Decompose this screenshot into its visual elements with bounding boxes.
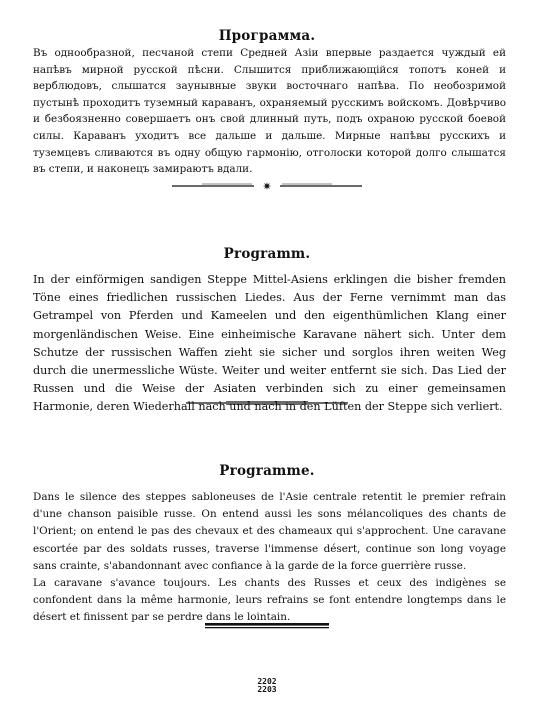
plate-number-bottom: 2203 (257, 685, 277, 694)
french-paragraph-1: Dans le silence des steppes sabloneuses de l'Asie centrale retentit le premier refrain d'une chanson paisible russe. On entend aussi les sons mélancoliques des chants de l'Orient; on entend le pas des chevaux et des chameaux qui s'approchent. Une caravane escortée par des soldats russes, traverse l'immense désert, continue son long voyage sans crainte, s'abandonnant avec confiance à la garde de la force guerrière russe. (33, 491, 506, 572)
french-paragraph-2: La caravane s'avance toujours. Les chants des Russes et ceux des indigènes se confondent dans la même harmonie, leurs refrains se font entendre longtemps dans le désert et finissent par se perdre dans le lointain. (33, 577, 506, 624)
german-heading: Programm. (223, 246, 311, 262)
svg-text:✷: ✷ (262, 180, 272, 192)
russian-heading: Программа. (218, 28, 316, 44)
german-program-text: In der einförmigen sandigen Steppe Mittel-Asiens erklingen die bisher fremden Töne eines friedlichen russischen Liedes. Aus der Ferne vernimmt man das Getrampel von Pferden und Kameelen und den eigenthümlichen Klang einer morgenländischen Weise. Eine einheimische Karavane nähert sich. Unter dem Schutze der russischen Waffen zieht sie sicher und sorglos ihren weiten Weg durch die unermessliche Wüste. Weiter und weiter entfernt sie sich. Das Lied der Russen und die Weise der Asiaten verbinden sich zu einer gemeinsamen Harmonie, deren Wiederhall nach und nach in den Lüften der Steppe sich verliert. (33, 273, 506, 414)
french-program-text (33, 489, 506, 627)
french-heading: Programme. (219, 463, 315, 479)
ornament-divider-star (172, 180, 362, 192)
plate-number-top: 2202 (257, 677, 277, 686)
closing-double-rule (205, 622, 329, 630)
ornament-divider-line (186, 399, 348, 407)
russian-program-text: Въ однообразной, песчаной степи Средней Азіи впервые раздается чуждый ей напѣвъ мирной русской пѣсни. Слышится приближающійся топотъ коней и верблюдовъ, слышатся заунывные звуки восточнаго напѣва. По необозримой пустынѣ проходитъ туземный караванъ, охраняемый русскимъ войскомъ. Довѣрчиво и безбоязненно совершаетъ онъ свой длинный путь, подъ охраною русской боевой силы. Караванъ уходитъ все дальше и дальше. Мирные напѣвы русскихъ и туземцевъ сливаются въ одну общую гармонію, отголоски которой долго слышатся въ степи, и наконецъ замираютъ вдали. (33, 47, 506, 176)
